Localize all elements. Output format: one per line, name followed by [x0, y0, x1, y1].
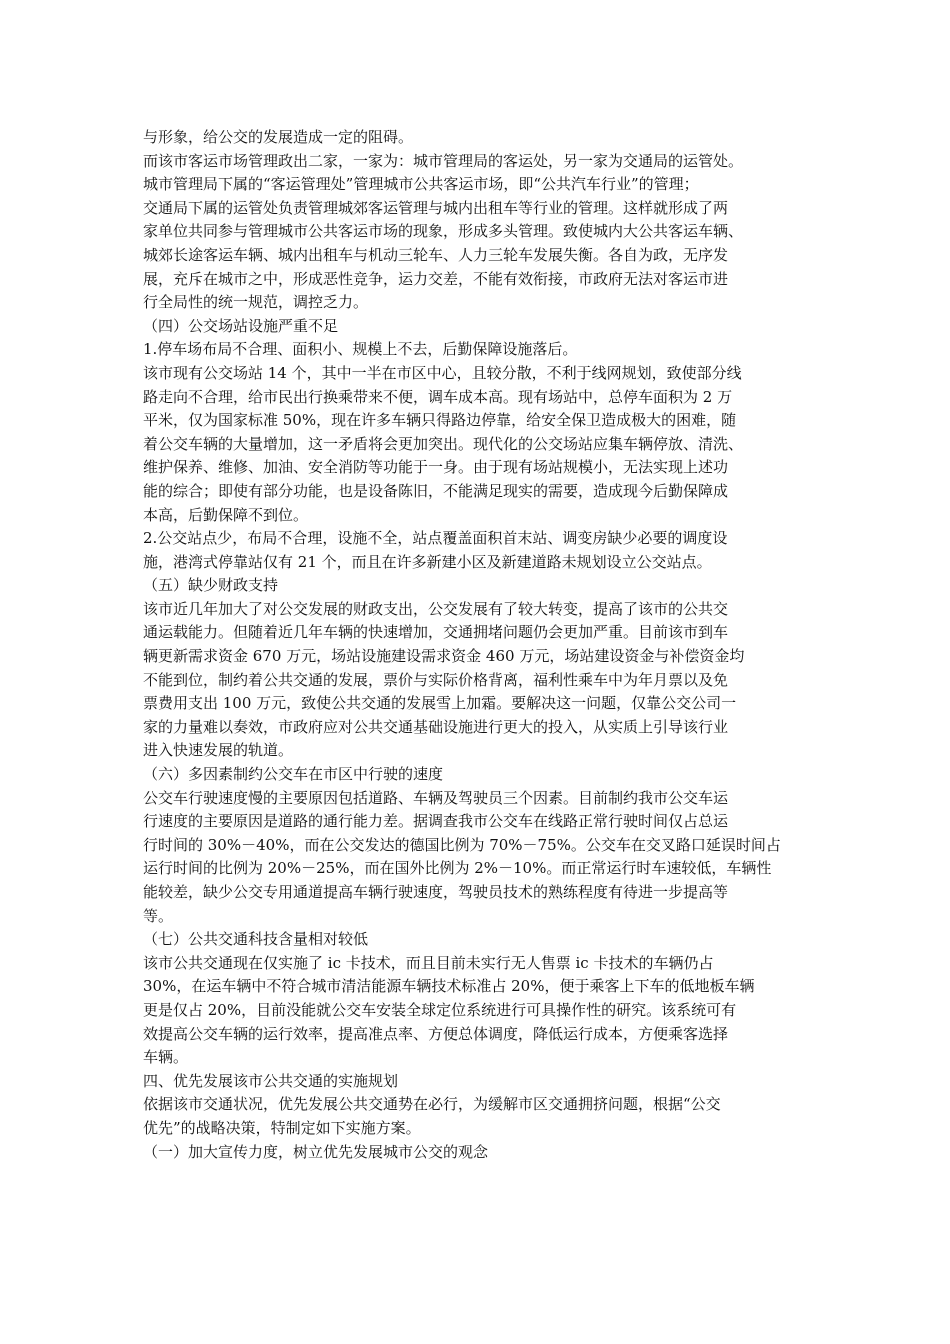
section-heading: （七）公共交通科技含量相对较低 — [143, 930, 369, 949]
text-line: 通运载能力。但随着近几年车辆的快速增加，交通拥堵问题仍会更加严重。目前该市到车 — [143, 623, 729, 642]
text-line: 1.停车场布局不合理、面积小、规模上不去，后勤保障设施落后。 — [143, 340, 578, 359]
text-line: 2.公交站点少，布局不合理，设施不全，站点覆盖面积首末站、调变房缺少必要的调度设 — [143, 529, 728, 548]
text-line: 能较差，缺少公交专用通道提高车辆行驶速度，驾驶员技术的熟练程度有待进一步提高等 — [143, 883, 729, 901]
text-line: 行速度的主要原因是道路的通行能力差。据调查我市公交车在线路正常行驶时间仅占总运 — [143, 812, 729, 831]
text-line: 效提高公交车辆的运行效率，提高准点率、方便总体调度，降低运行成本，方便乘客选择 — [143, 1024, 729, 1043]
text-line: 展，充斥在城市之中，形成恶性竞争，运力交差，不能有效衔接，市政府无法对客运市进 — [143, 269, 729, 288]
text-line: 进入快速发展的轨道。 — [143, 741, 294, 760]
text-line: 家的力量难以奏效，市政府应对公共交通基础设施进行更大的投入，从实质上引导该行业 — [143, 717, 729, 736]
text-line: 运行时间的比例为 20%－25%，而在国外比例为 2%－10%。而正常运行时车速较低，车辆性 — [143, 859, 772, 878]
text-line: 不能到位，制约着公共交通的发展，票价与实际价格背离，福利性乘车中为年月票以及免 — [143, 670, 729, 689]
text-line: 该市公共交通现在仅实施了 ic 卡技术，而且目前未实行无人售票 ic 卡技术的车辆仍占 — [143, 953, 714, 972]
text-line: 平米，仅为国家标准 50%，现在许多车辆只得路边停靠，给安全保卫造成极大的困难，随 — [143, 411, 737, 430]
text-line: 施，港湾式停靠站仅有 21 个，而且在许多新建小区及新建道路未规划设立公交站点。 — [143, 552, 712, 571]
text-line: 依据该市交通状况，优先发展公共交通势在必行，为缓解市区交通拥挤问题，根据“公交 — [143, 1095, 721, 1114]
text-line: 辆更新需求资金 670 万元，场站设施建设需求资金 460 万元，场站建设资金与补偿资金均 — [143, 647, 745, 666]
text-line: 该市近几年加大了对公交发展的财政支出，公交发展有了较大转变，提高了该市的公共交 — [143, 599, 729, 618]
text-line: 着公交车辆的大量增加，这一矛盾将会更加突出。现代化的公交场站应集车辆停放、清洗、 — [143, 434, 744, 453]
text-line: 公交车行驶速度慢的主要原因包括道路、车辆及驾驶员三个因素。目前制约我市公交车运 — [143, 788, 729, 807]
text-line: 票费用支出 100 万元，致使公共交通的发展雪上加霜。要解决这一问题，仅靠公交公司一 — [143, 694, 737, 713]
text-line: 30%，在运车辆中不符合城市清洁能源车辆技术标准占 20%，便于乘客上下车的低地板车辆 — [143, 977, 755, 996]
section-heading: （一）加大宣传力度，树立优先发展城市公交的观念 — [143, 1142, 489, 1161]
text-line: 与形象，给公交的发展造成一定的阻碍。 — [143, 128, 414, 146]
section-heading: （五）缺少财政支持 — [143, 576, 279, 595]
text-line: 能的综合；即使有部分功能，也是设备陈旧，不能满足现实的需要，造成现今后勤保障成 — [143, 481, 729, 500]
text-line: 行全局性的统一规范，调控乏力。 — [143, 293, 369, 312]
text-line: 城市管理局下属的“客运管理处”管理城市公共客运市场，即“公共汽车行业”的管理； — [143, 175, 699, 194]
text-line: 城郊长途客运车辆、城内出租车与机动三轮车、人力三轮车发展失衡。各自为政，无序发 — [143, 245, 729, 264]
chapter-heading: 四、优先发展该市公共交通的实施规划 — [143, 1071, 399, 1090]
text-line: 车辆。 — [143, 1048, 189, 1067]
text-line: 维护保养、维修、加油、安全消防等功能于一身。由于现有场站规模小，无法实现上述功 — [143, 458, 729, 477]
section-heading: （六）多因素制约公交车在市区中行驶的速度 — [143, 765, 444, 784]
text-line: 等。 — [143, 906, 174, 925]
text-line: 路走向不合理，给市民出行换乘带来不便，调车成本高。现有场站中，总停车面积为 2 万 — [143, 387, 733, 406]
document-body — [143, 126, 815, 1164]
text-line: 而该市客运市场管理政出二家，一家为：城市管理局的客运处，另一家为交通局的运管处。 — [143, 151, 744, 170]
text-line: 本高，后勤保障不到位。 — [143, 505, 309, 524]
text-line: 家单位共同参与管理城市公共客运市场的现象，形成多头管理。致使城内大公共客运车辆、 — [143, 222, 744, 241]
text-line: 优先”的战略决策，特制定如下实施方案。 — [143, 1118, 421, 1137]
text-line: 更是仅占 20%，目前没能就公交车安装全球定位系统进行可具操作性的研究。该系统可有 — [143, 1000, 737, 1019]
text-line: 该市现有公交场站 14 个，其中一半在市区中心，且较分散，不利于线网规划，致使部分线 — [143, 363, 742, 382]
text-line: 交通局下属的运管处负责管理城郊客运管理与城内出租车等行业的管理。这样就形成了两 — [143, 198, 729, 217]
section-heading: （四）公交场站设施严重不足 — [143, 316, 339, 335]
text-line: 行时间的 30%－40%，而在公交发达的德国比例为 70%－75%。公交车在交叉路口延误时间占 — [143, 835, 781, 854]
